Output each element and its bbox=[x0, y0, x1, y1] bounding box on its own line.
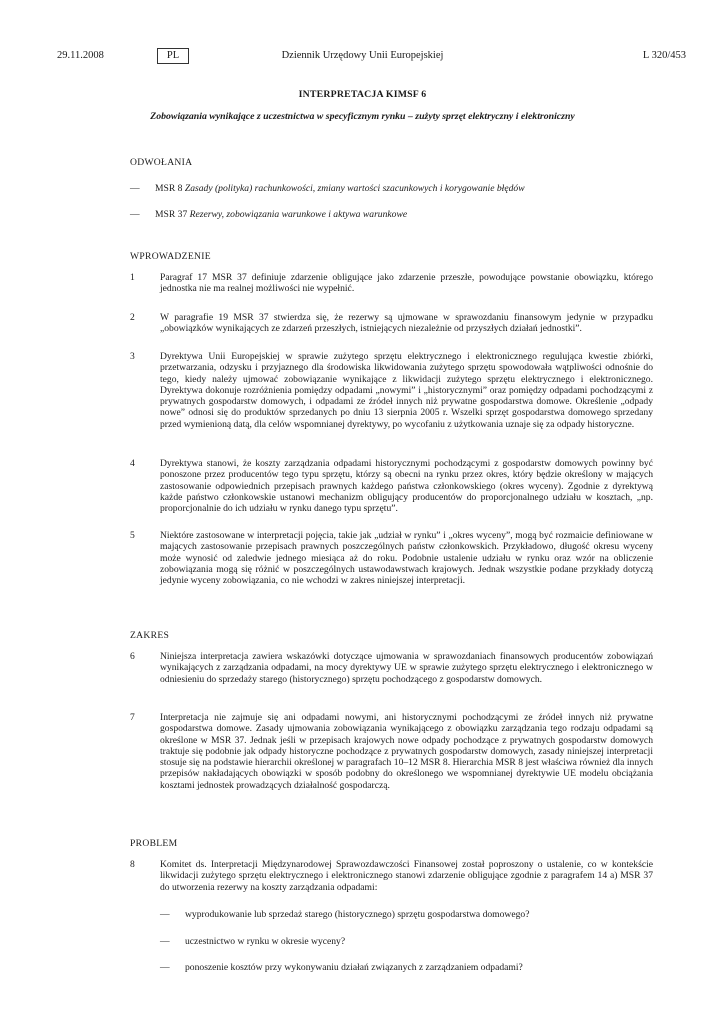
document-subtitle: Zobowiązania wynikające z uczestnictwa w specyficznym rynku – zużyty sprzęt elektryczny i elektroniczny bbox=[150, 111, 575, 122]
section-heading-references: ODWOŁANIA bbox=[130, 157, 193, 168]
paragraph-number: 3 bbox=[130, 351, 135, 362]
paragraph-text: Niniejsza interpretacja zawiera wskazówki dotyczące ujmowania w sprawozdaniach finansowych producentów zobowiązań wynikających z zarządzania odpadami, na mocy dyrektywy UE w sprawie zużytego sprzętu elektrycznego i elektronicznego w odniesieniu do sprzedaży starego (historycznego) sprzętu pochodzącego z gospodarstw domowych. bbox=[160, 651, 653, 685]
paragraph-number: 2 bbox=[130, 312, 135, 323]
section-heading-scope: ZAKRES bbox=[130, 630, 170, 641]
paragraph-text: Niektóre zastosowane w interpretacji pojęcia, takie jak „udział w rynku” i „okres wyceny”, mogą być rozmaicie definiowane w mających zastosowanie przepisach prawnych poszczególnych państw członkowskich. Przykładowo, długość okresu wyceny może wynosić od zaledwie jednego miesiąca aż do roku. Podobnie ustalenie udziału w rynku oraz wzór na obliczenie zobowiązania mogą się różnić w poszczególnych ustawodawstwach krajowych. Jednak wszystkie podane przykłady dotyczą jedynie wyceny zobowiązania, co nie wchodzi w zakres niniejszej interpretacji. bbox=[160, 530, 653, 587]
reference-item: MSR 8 Zasady (polityka) rachunkowości, zmiany wartości szacunkowych i korygowanie błędów bbox=[155, 183, 525, 194]
paragraph-number: 5 bbox=[130, 530, 135, 541]
paragraph-text: Dyrektywa Unii Europejskiej w sprawie zużytego sprzętu elektrycznego i elektronicznego regulująca kwestie zbiórki, przetwarzania, odzysku i przyjaznego dla środowiska likwidowania zużytego sprzętu spowodowała wątpliwości odnośnie do tego, kiedy należy ujmować zobowiązanie wynikające z likwidacji zużytego sprzętu elektrycznego i elektronicznego. Dyrektywa dokonuje rozróżnienia pomiędzy odpadami „nowymi” i „historycznymi” oraz pomiędzy odpadami pochodzącymi z prywatnych gospodarstw domowych, i odpadami ze źródeł innych niż prywatne gospodarstwa domowe. Określenie „odpady nowe” odnosi się do produktów sprzedanych po dniu 13 sierpnia 2005 r. Wszelki sprzęt gospodarstwa domowego sprzedany przed wymienioną datą, dla celów wspomnianej dyrektywy, po wycofaniu z użytkowania uznaje się za odpady historyczne. bbox=[160, 351, 653, 430]
document-title: INTERPRETACJA KIMSF 6 bbox=[298, 89, 427, 100]
journal-title: Dziennik Urzędowy Unii Europejskiej bbox=[281, 50, 444, 61]
paragraph-number: 6 bbox=[130, 651, 135, 662]
paragraph-text: Dyrektywa stanowi, że koszty zarządzania odpadami historycznymi pochodzącymi z gospodarstw domowych powinny być ponoszone przez producentów tego typu sprzętu, którzy są obecni na rynku przez okres, który będzie określony w mających zastosowanie odpowiednich przepisach prawnych każdego państwa członkowskiego (okres wyceny). Zgodnie z dyrektywą każde państwo członkowskie ustanowi mechanizm obligujący producentów do proporcjonalnego udziału w kosztach, „np. proporcjonalnie do ich udziału w rynku danego typu sprzętu”. bbox=[160, 458, 653, 515]
section-heading-problem: PROBLEM bbox=[130, 838, 178, 849]
section-heading-introduction: WPROWADZENIE bbox=[130, 251, 211, 262]
problem-item: ponoszenie kosztów przy wykonywaniu działań związanych z zarządzaniem odpadami? bbox=[185, 962, 523, 973]
list-dash: — bbox=[160, 962, 170, 973]
header-date: 29.11.2008 bbox=[57, 50, 104, 61]
language-badge: PL bbox=[157, 48, 189, 64]
list-dash: — bbox=[160, 936, 170, 947]
paragraph-number: 7 bbox=[130, 712, 135, 723]
list-dash: — bbox=[160, 909, 170, 920]
paragraph-number: 4 bbox=[130, 458, 135, 469]
paragraph-text: Interpretacja nie zajmuje się ani odpadami nowymi, ani historycznymi pochodzącymi ze źródeł innych niż prywatne gospodarstwa domowe. Zasady ujmowania zobowiązania wynikającego z obowiązku zarządzania tego rodzaju odpadami są określone w MSR 37. Jednak jeśli w przepisach krajowych nowe odpady pochodzące z prywatnych gospodarstw domowych traktuje się podobnie jak odpady historyczne pochodzące z prywatnych gospodarstw domowych, zasady niniejszej interpretacji stosuje się na podstawie hierarchii określonej w paragrafach 10–12 MSR 8. Hierarchia MSR 8 jest właściwa również dla innych przepisów nakładających obowiązki w sposób podobny do określonego we wspomnianej dyrektywie UE modelu obciążania kosztami jednostek prowadzących działalność gospodarczą. bbox=[160, 712, 653, 791]
page-reference: L 320/453 bbox=[642, 50, 686, 61]
paragraph-text: Paragraf 17 MSR 37 definiuje zdarzenie obligujące jako zdarzenie przeszłe, powodujące powstanie obowiązku, którego jednostka nie ma realnej możliwości nie wypełnić. bbox=[160, 272, 653, 295]
problem-item: uczestnictwo w rynku w okresie wyceny? bbox=[185, 936, 346, 947]
paragraph-number: 1 bbox=[130, 272, 135, 283]
paragraph-text: W paragrafie 19 MSR 37 stwierdza się, że rezerwy są ujmowane w sprawozdaniu finansowym jedynie w przypadku „obowiązków wynikających ze zdarzeń przeszłych, istniejących niezależnie od przyszłych działań jednostki”. bbox=[160, 312, 653, 335]
paragraph-text: Komitet ds. Interpretacji Międzynarodowej Sprawozdawczości Finansowej został poproszony o ustalenie, co w kontekście likwidacji zużytego sprzętu elektrycznego i elektronicznego stanowi zdarzenie obligujące zgodnie z paragrafem 14 a) MSR 37 do utworzenia rezerwy na koszty zarządzania odpadami: bbox=[160, 859, 653, 893]
list-dash: — bbox=[130, 209, 140, 220]
paragraph-number: 8 bbox=[130, 859, 135, 870]
list-dash: — bbox=[130, 183, 140, 194]
reference-item: MSR 37 Rezerwy, zobowiązania warunkowe i aktywa warunkowe bbox=[155, 209, 408, 220]
problem-item: wyprodukowanie lub sprzedaż starego (historycznego) sprzętu gospodarstwa domowego? bbox=[185, 909, 530, 920]
